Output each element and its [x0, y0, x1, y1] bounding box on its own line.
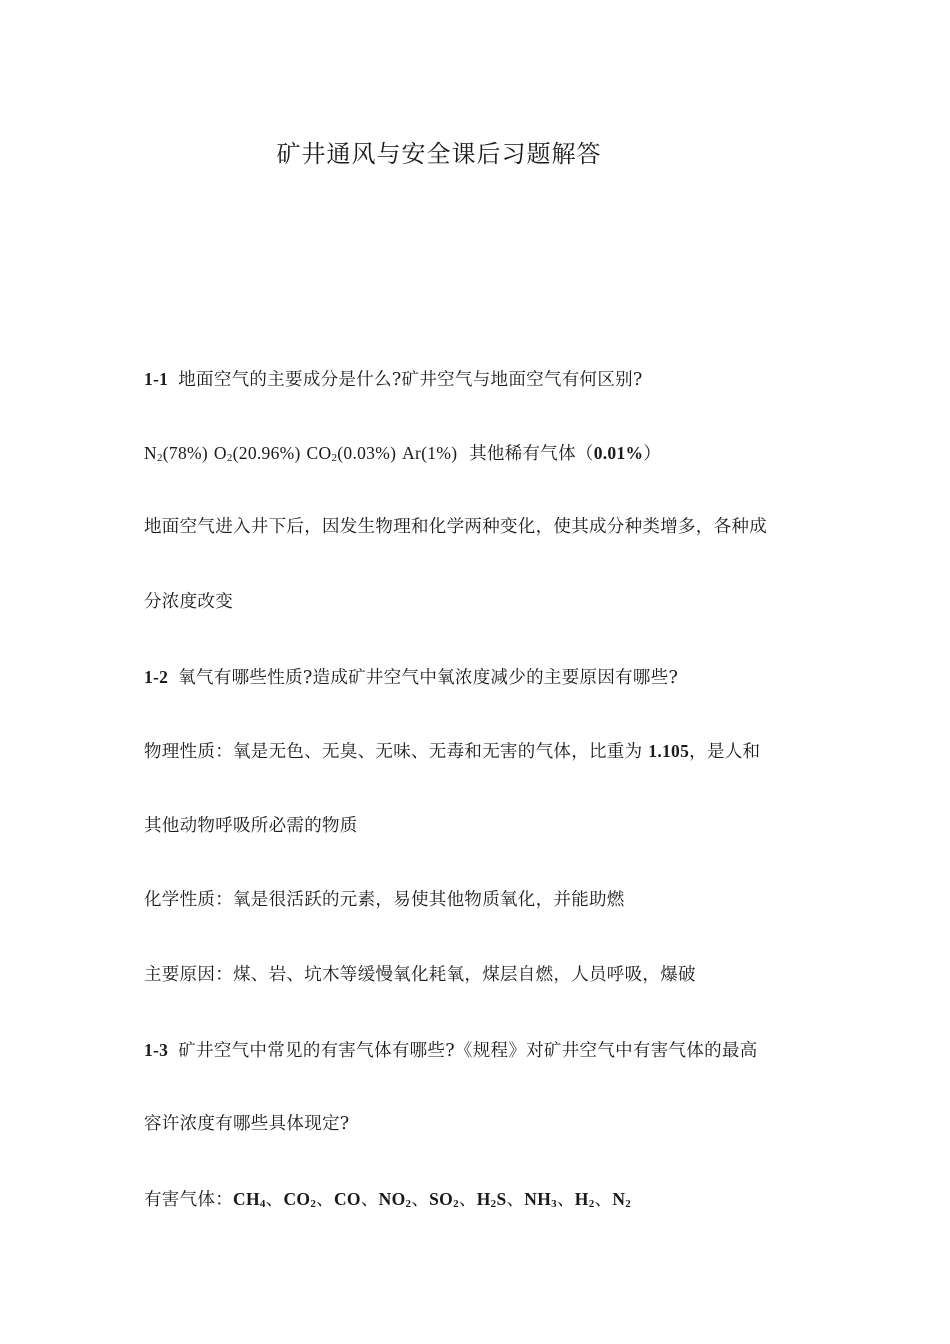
question-number: 1-3 — [144, 1040, 169, 1060]
specific-gravity-value: 1.105 — [648, 741, 690, 761]
list-separator: 、 — [506, 1190, 525, 1210]
air-composition-line — [144, 440, 824, 467]
physical-properties-line: 物理性质：氧是无色、无臭、无味、无毒和无害的气体，比重为 1.105，是人和 — [144, 741, 761, 762]
other-gases: 其他稀有气体（0.01%） — [469, 443, 662, 464]
chemical-properties-line: 化学性质：氧是很活跃的元素，易使其他物质氧化，并能助燃 — [144, 890, 625, 910]
gas-formula: $H_2$ — [574, 1189, 595, 1210]
list-separator: 、 — [360, 1190, 379, 1210]
question-number: 1-2 — [144, 667, 169, 687]
document-title: 矿井通风与安全课后习题解答 — [276, 140, 602, 168]
o2-formula: $O_2(20.96\%)$ — [213, 443, 301, 464]
gas-formula: $NO_2$ — [378, 1189, 412, 1210]
gas-formula: $H_2S$ — [476, 1189, 507, 1210]
main-causes-line: 主要原因：煤、岩、坑木等缓慢氧化耗氧，煤层自燃，人员呼吸，爆破 — [144, 965, 696, 985]
list-separator: 、 — [316, 1190, 334, 1210]
list-separator: 、 — [265, 1190, 284, 1210]
answer-paragraph-line: 分浓度改变 — [144, 592, 233, 612]
list-separator: 、 — [411, 1190, 430, 1210]
question-text: 氧气有哪些性质?造成矿井空气中氧浓度减少的主要原因有哪些? — [178, 668, 679, 688]
list-separator: 、 — [594, 1190, 613, 1210]
question-text: 地面空气的主要成分是什么?矿井空气与地面空气有何区别? — [178, 370, 643, 390]
question-1-2 — [144, 664, 824, 691]
harmful-gases-line — [144, 1186, 824, 1213]
question-1-3 — [144, 1037, 824, 1064]
answer-paragraph-line: 地面空气进入井下后，因发生物理和化学两种变化，使其成分种类增多，各种成 — [144, 517, 767, 537]
answer-paragraph-line: 其他动物呼吸所必需的物质 — [144, 816, 358, 836]
list-separator: 、 — [556, 1190, 575, 1210]
harmful-gases-list — [233, 1190, 631, 1210]
question-1-1 — [144, 366, 824, 393]
gas-formula: $CH_4$ — [233, 1189, 266, 1210]
gas-formula: CO — [333, 1189, 361, 1209]
question-text: 矿井空气中常见的有害气体有哪些?《规程》对矿井空气中有害气体的最高 — [178, 1041, 758, 1061]
gas-formula: $CO_2$ — [283, 1189, 317, 1210]
harmful-gases-label: 有害气体： — [144, 1190, 233, 1210]
question-text-continued: 容许浓度有哪些具体现定? — [144, 1114, 350, 1134]
co2-formula: $CO_2(0.03\%)$ — [306, 443, 397, 464]
n2-formula: $N_2(78\%)$ — [144, 443, 208, 464]
question-number: 1-1 — [144, 369, 169, 389]
gas-formula: $N_2$ — [612, 1189, 632, 1210]
gas-formula: $SO_2$ — [429, 1189, 459, 1210]
list-separator: 、 — [458, 1190, 477, 1210]
gas-formula: $NH_3$ — [524, 1189, 557, 1210]
ar-formula: Ar(1%) — [402, 443, 458, 463]
